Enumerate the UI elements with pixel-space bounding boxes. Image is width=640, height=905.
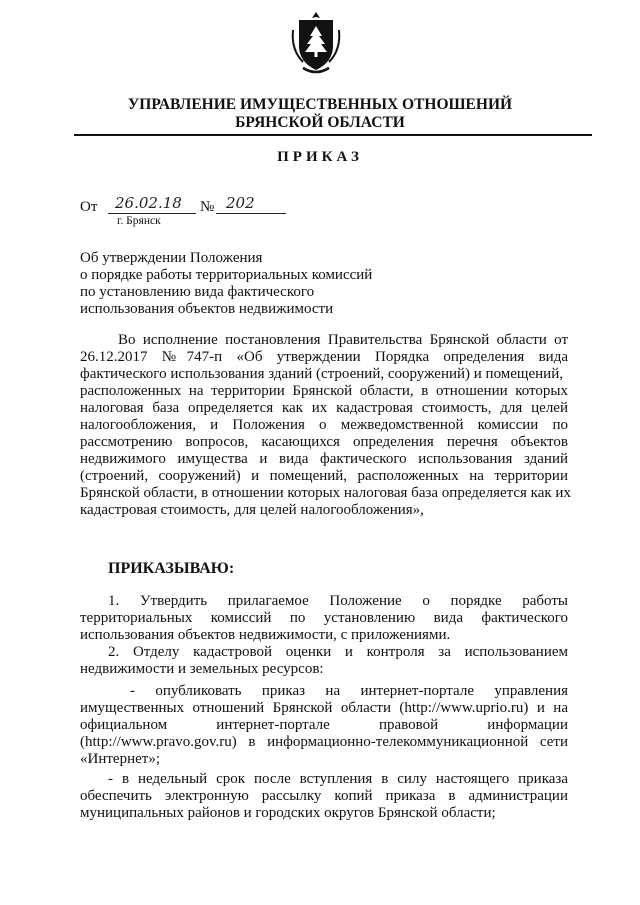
org-name-line-1: УПРАВЛЕНИЕ ИМУЩЕСТВЕННЫХ ОТНОШЕНИЙ [127,96,513,113]
handwritten-date: 26.02.18 [115,194,182,212]
preamble-line-11: кадастровая стоимость, для целей налогообложения», [80,502,424,518]
preamble-line-3: фактического использования зданий (строений, сооружений) и помещений, [80,366,563,382]
subitem-1-line-2: имущественных отношений Брянской области (http://www.uprio.ru) и на [80,700,568,716]
preamble-line-8: недвижимого имущества и вида фактического использования зданий [80,451,568,467]
subitem-1-line-5: «Интернет»; [80,751,160,767]
header-divider [74,134,592,136]
preamble-line-10: Брянской области, в отношении которых налоговая база определяется как их [80,485,571,501]
date-underline [108,213,196,214]
preamble-line-2: 26.12.2017 №747-п «Об утверждении Порядка определения вида [80,349,568,365]
number-underline [216,213,286,214]
document-type-title: ПРИКАЗ [277,149,363,165]
preamble-line-6: налогообложения, и Положения о межведомственной комиссии по [80,417,568,433]
preamble-line-9: (строений, сооружений) и помещений, расположенных на территории [80,468,568,484]
preamble-line-7: рассмотрению вопросов, касающихся определения перечня объектов [80,434,568,450]
org-name-line-2: БРЯНСКОЙ ОБЛАСТИ [235,114,405,131]
item-2-line-1: 2. Отделу кадастровой оценки и контроля за использованием [108,644,568,660]
subject-line-3: по установлению вида фактического [80,284,315,300]
item-1-line-1: 1. Утвердить прилагаемое Положение о порядке работы [108,593,568,609]
item-1-line-2: территориальных комиссий по установлению вида фактического [80,610,568,626]
subject-line-1: Об утверждении Положения [80,250,263,266]
handwritten-number: 202 [226,194,255,212]
from-label: От [80,199,98,215]
subitem-1-line-3: официальном интернет-портале правовой информации [80,717,568,733]
city-label: г. Брянск [117,215,161,227]
subitem-1-line-4: (http://www.pravo.gov.ru) в информационно-телекоммуникационной сети [80,734,568,750]
preamble-line-1: Во исполнение постановления Правительства Брянской области от [118,332,568,348]
coat-of-arms-emblem [289,10,343,76]
subitem-1-line-1: - опубликовать приказ на интернет-портале управления [130,683,568,699]
preamble-line-4: расположенных на территории Брянской области, в отношении которых [80,383,568,399]
number-label: № [200,199,215,215]
item-1-line-3: использования объектов недвижимости, с приложениями. [80,627,451,643]
item-2-line-2: недвижимости и земельных ресурсов: [80,661,324,677]
subject-line-4: использования объектов недвижимости [80,301,334,317]
preamble-line-5: налоговая база определяется как их кадастровая стоимость, для целей [80,400,568,416]
subject-line-2: о порядке работы территориальных комиссий [80,267,373,283]
subitem-2-line-2: обеспечить электронную рассылку копий приказа в администрации [80,788,568,804]
subitem-2-line-1: - в недельный срок после вступления в силу настоящего приказа [108,771,568,787]
subitem-2-line-3: муниципальных районов и городских округов Брянской области; [80,805,496,821]
order-heading: ПРИКАЗЫВАЮ: [108,560,235,577]
